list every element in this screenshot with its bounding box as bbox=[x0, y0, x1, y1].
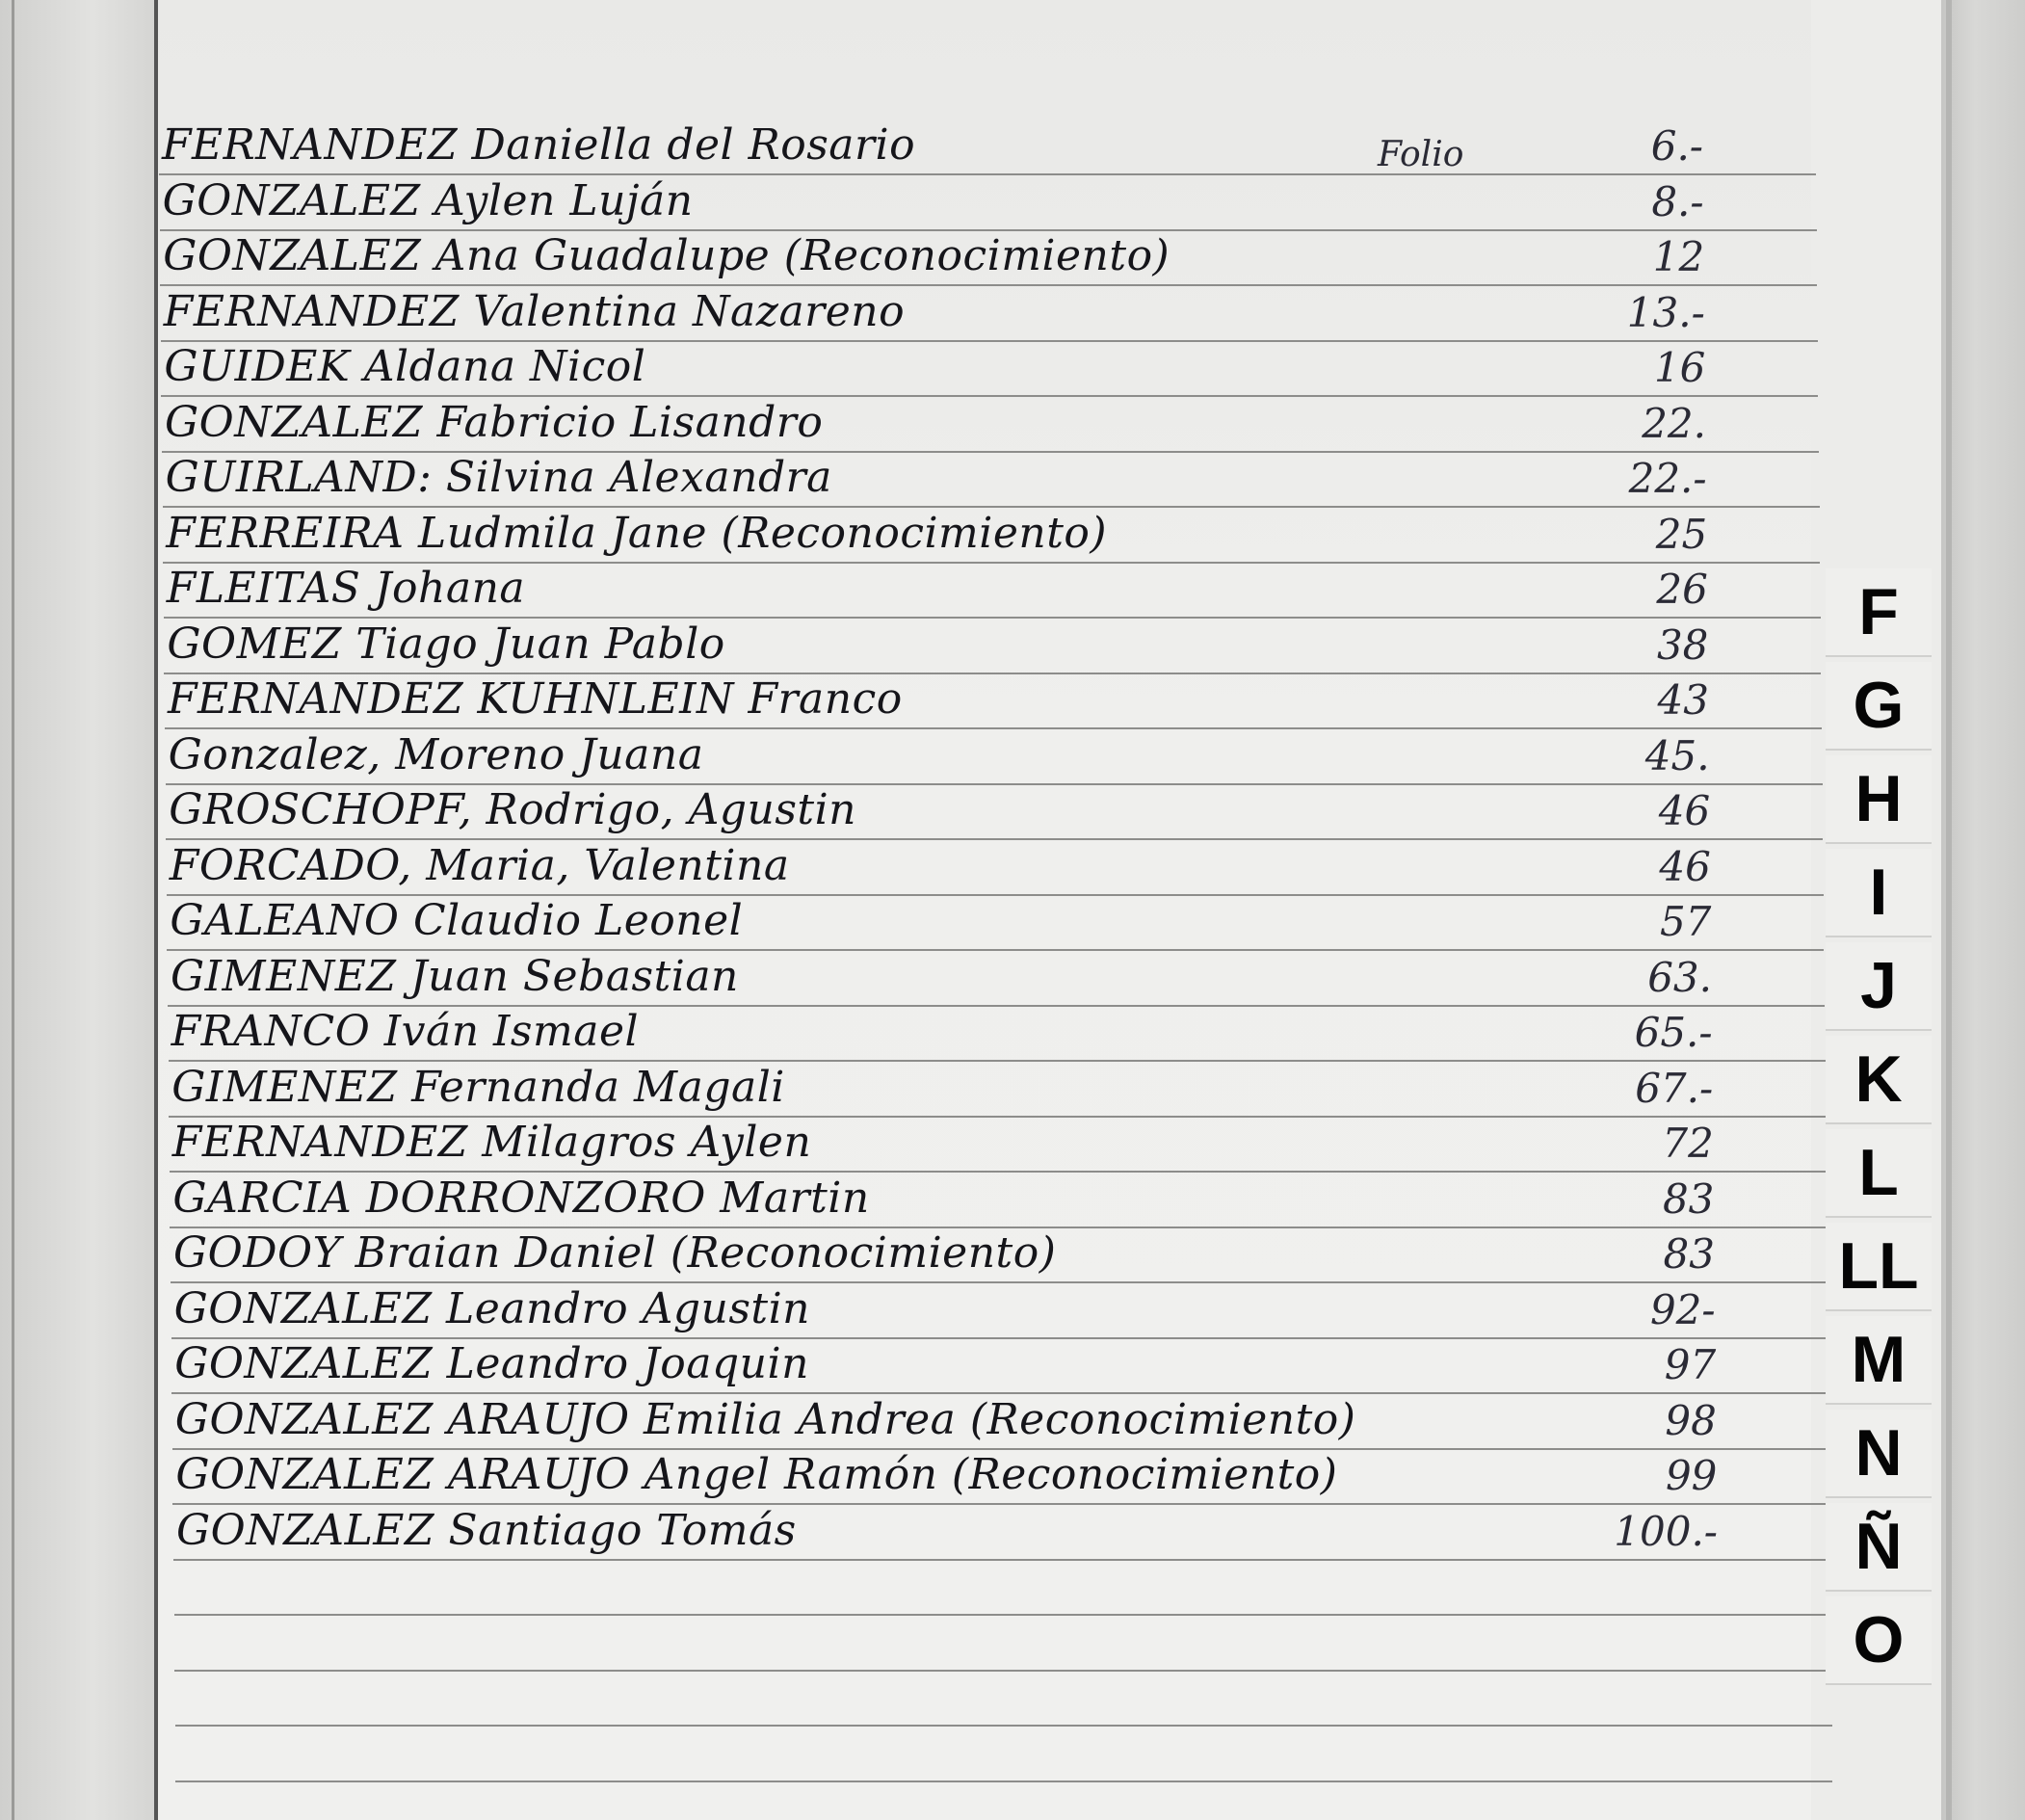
margin-line bbox=[12, 0, 14, 1820]
entry-name: GONZALEZ ARAUJO Emilia Andrea (Reconocimiento) bbox=[174, 1395, 1356, 1444]
list-item bbox=[171, 951, 1712, 1005]
entry-name: FERNANDEZ KUHNLEIN Franco bbox=[168, 674, 903, 724]
list-item bbox=[165, 397, 1706, 451]
list-item bbox=[172, 1173, 1714, 1227]
entry-folio: 13.- bbox=[1626, 289, 1705, 336]
entry-name: FERREIRA Ludmila Jane (Reconocimiento) bbox=[166, 509, 1108, 558]
entry-name: FERNANDEZ Daniella del Rosario bbox=[162, 120, 916, 170]
entry-name: FERNANDEZ Valentina Nazareno bbox=[163, 287, 906, 336]
list-item bbox=[168, 673, 1709, 727]
entry-name: GOMEZ Tiago Juan Pablo bbox=[167, 620, 725, 669]
entry-folio: 43 bbox=[1657, 676, 1709, 724]
index-tab-o[interactable]: O bbox=[1826, 1596, 1932, 1685]
entry-name: GODOY Braian Daniel (Reconocimiento) bbox=[173, 1228, 1057, 1278]
list-item bbox=[162, 119, 1703, 173]
index-tab-n[interactable]: N bbox=[1826, 1410, 1932, 1498]
list-item bbox=[170, 840, 1711, 894]
entry-name: GONZALEZ Leandro Joaquin bbox=[174, 1339, 809, 1388]
right-edge-line bbox=[1946, 0, 1952, 1820]
index-tab-ñ[interactable]: Ñ bbox=[1826, 1503, 1932, 1592]
list-item bbox=[171, 1006, 1713, 1060]
entry-name: GROSCHOPF, Rodrigo, Agustin bbox=[169, 785, 857, 834]
index-tab-l[interactable]: L bbox=[1826, 1129, 1932, 1218]
entry-name: FLEITAS Johana bbox=[166, 564, 526, 613]
ruled-line bbox=[174, 1670, 1831, 1672]
left-binding-margin bbox=[0, 0, 154, 1820]
entry-name: GONZALEZ ARAUJO Angel Ramón (Reconocimiento) bbox=[175, 1450, 1338, 1499]
entry-name: GONZALEZ Santiago Tomás bbox=[176, 1506, 797, 1555]
entry-folio: 72 bbox=[1662, 1120, 1714, 1167]
entry-folio: 65.- bbox=[1634, 1009, 1713, 1056]
right-page-edge bbox=[1941, 0, 2025, 1820]
index-tab-h[interactable]: H bbox=[1826, 755, 1932, 844]
ruled-line bbox=[174, 1614, 1831, 1616]
entry-name: Gonzalez, Moreno Juana bbox=[168, 730, 704, 779]
entry-folio: 67.- bbox=[1635, 1065, 1714, 1112]
entry-name: GUIRLAND: Silvina Alexandra bbox=[165, 453, 832, 502]
index-tab-g[interactable]: G bbox=[1826, 662, 1932, 751]
entry-folio: 38 bbox=[1656, 621, 1709, 669]
entry-folio: 22.- bbox=[1628, 455, 1707, 502]
list-item bbox=[173, 1227, 1715, 1281]
entry-folio: 99 bbox=[1665, 1452, 1718, 1499]
folio-column-header: Folio bbox=[1378, 135, 1464, 174]
entry-name: GALEANO Claudio Leonel bbox=[170, 896, 744, 945]
list-item bbox=[163, 175, 1704, 229]
index-tab-j[interactable]: J bbox=[1826, 942, 1932, 1031]
entry-folio: 46 bbox=[1659, 843, 1711, 890]
list-item bbox=[171, 1062, 1713, 1116]
index-tab-k[interactable]: K bbox=[1826, 1036, 1932, 1124]
list-item bbox=[174, 1338, 1716, 1392]
list-item bbox=[174, 1283, 1716, 1337]
entry-name: GONZALEZ Fabricio Lisandro bbox=[165, 398, 824, 447]
entry-name: FORCADO, Maria, Valentina bbox=[169, 841, 790, 890]
index-tab-f[interactable]: F bbox=[1826, 568, 1932, 657]
list-item bbox=[166, 452, 1707, 506]
list-item bbox=[169, 729, 1710, 783]
list-item bbox=[169, 784, 1710, 838]
list-item bbox=[175, 1449, 1717, 1503]
entry-name: FERNANDEZ Milagros Aylen bbox=[171, 1118, 812, 1167]
entry-name: FRANCO Iván Ismael bbox=[171, 1007, 640, 1056]
list-item bbox=[166, 508, 1707, 562]
entry-folio: 83 bbox=[1663, 1230, 1715, 1278]
entry-name: GARCIA DORRONZORO Martin bbox=[172, 1174, 870, 1223]
ruled-line bbox=[173, 1559, 1830, 1561]
entry-folio: 98 bbox=[1665, 1397, 1717, 1444]
entry-folio: 100.- bbox=[1614, 1508, 1718, 1555]
entry-name: GIMENEZ Juan Sebastian bbox=[171, 952, 739, 1001]
list-item bbox=[163, 230, 1704, 284]
entry-name: GONZALEZ Aylen Luján bbox=[162, 176, 694, 225]
entry-name: GONZALEZ Leandro Agustin bbox=[173, 1284, 811, 1333]
entry-folio: 97 bbox=[1664, 1341, 1717, 1388]
entry-folio: 63. bbox=[1647, 954, 1712, 1001]
list-item bbox=[164, 286, 1705, 340]
list-item bbox=[175, 1394, 1717, 1448]
entry-folio: 25 bbox=[1655, 511, 1708, 558]
entry-folio: 83 bbox=[1662, 1175, 1715, 1223]
list-item bbox=[167, 563, 1708, 617]
index-tab-i[interactable]: I bbox=[1826, 849, 1932, 937]
list-item bbox=[172, 1117, 1714, 1171]
entry-folio: 8.- bbox=[1651, 178, 1704, 225]
entry-folio: 92- bbox=[1649, 1286, 1716, 1333]
list-item bbox=[170, 895, 1711, 949]
entry-folio: 46 bbox=[1658, 787, 1711, 834]
index-tab-m[interactable]: M bbox=[1826, 1316, 1932, 1405]
entry-name: GONZALEZ Ana Guadalupe (Reconocimiento) bbox=[163, 231, 1170, 280]
index-tab-ll[interactable]: LL bbox=[1826, 1223, 1932, 1311]
entry-name: GUIDEK Aldana Nicol bbox=[164, 342, 646, 391]
ruled-line bbox=[175, 1725, 1832, 1727]
list-item bbox=[164, 341, 1705, 395]
entry-folio: 26 bbox=[1656, 566, 1708, 613]
entry-folio: 22. bbox=[1642, 400, 1706, 447]
list-item bbox=[176, 1505, 1718, 1559]
entry-folio: 45. bbox=[1644, 732, 1710, 779]
list-item bbox=[167, 619, 1708, 673]
entry-folio: 6.- bbox=[1650, 122, 1703, 170]
entry-name: GIMENEZ Fernanda Magali bbox=[171, 1063, 785, 1112]
page-spine bbox=[154, 0, 158, 1820]
entry-folio: 57 bbox=[1659, 898, 1712, 945]
entry-folio: 12 bbox=[1652, 233, 1705, 280]
entry-folio: 16 bbox=[1653, 344, 1706, 391]
ruled-line bbox=[175, 1780, 1832, 1782]
